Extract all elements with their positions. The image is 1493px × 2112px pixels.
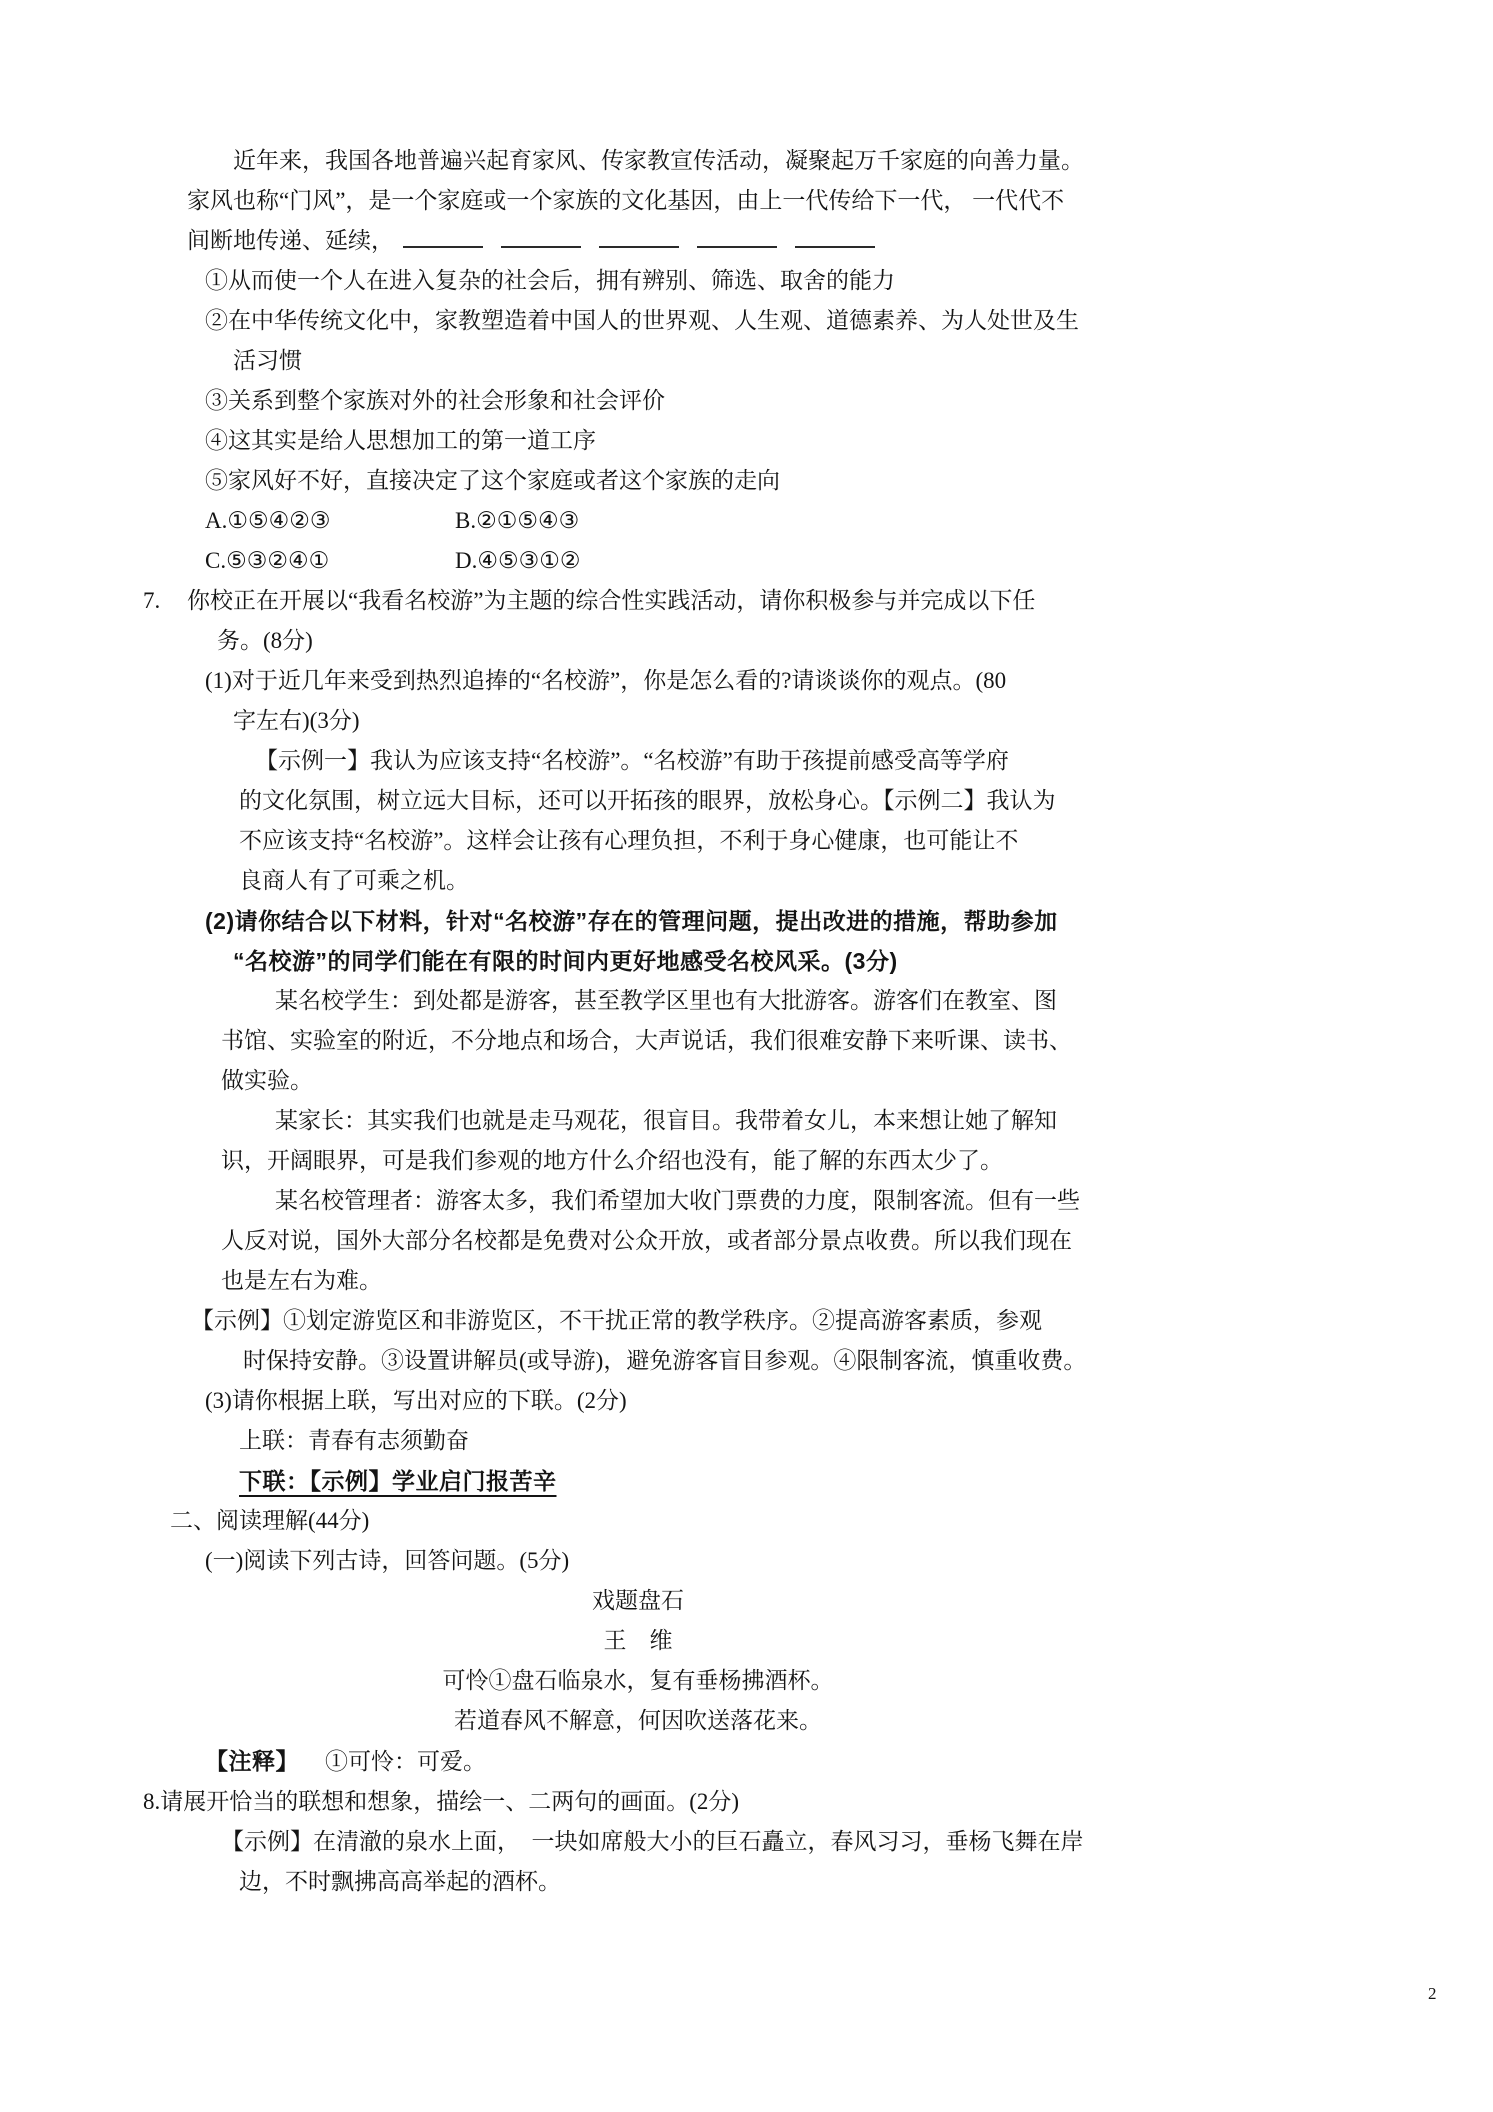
blank-line: [501, 228, 581, 248]
q7-part2-prompt-line1: (2)请你结合以下材料，针对“名校游”存在的管理问题，提出改进的措施，帮助参加: [205, 908, 1058, 934]
q7-part1-example-line1: 【示例一】我认为应该支持“名校游”。“名校游”有助于孩提前感受高等学府: [255, 748, 1009, 773]
q7-part2-example-line2: 时保持安静。③设置讲解员(或导游)，避免游客盲目参观。④限制客流，慎重收费。: [243, 1348, 1087, 1373]
q7-stem-line1: [143, 581, 1343, 621]
poem-line1: 可怜①盘石临泉水，复有垂杨拂酒杯。: [442, 1668, 834, 1693]
q7-part3-lower-answer: 【示例】学业启门报苦辛: [309, 1468, 557, 1494]
page-number: 2: [1428, 1984, 1437, 2003]
blank-line: [599, 228, 679, 248]
poem-note-text: ①可怜：可爱。: [325, 1749, 486, 1774]
q7-part1-example-line2: 的文化氛围，树立远大目标，还可以开拓孩的眼界，放松身心。【示例二】我认为: [239, 788, 1056, 813]
q7-part2-prompt-line2: “名校游”的同学们能在有限的时间内更好地感受名校风采。(3分): [233, 948, 898, 974]
q6-option-a: A.①⑤④②③: [205, 508, 331, 533]
q6-item-1: ①从而使一个人在进入复杂的社会后，拥有辨别、筛选、取舍的能力: [205, 268, 895, 293]
q7-stem-text: 你校正在开展以“我看名校游”为主题的综合性实践活动，请你积极参与并完成以下任: [187, 588, 1036, 613]
q6-intro-line3: [187, 221, 1343, 261]
q7-part1-example-line4: 良商人有了可乘之机。: [239, 868, 469, 893]
q6-options-row1: [205, 501, 1343, 541]
blank-line: [795, 228, 875, 248]
poem-title: 戏题盘石: [592, 1588, 684, 1613]
q7-material-manager-line2: 人反对说，国外大部分名校都是免费对公众开放，或者部分景点收费。所以我们现在: [221, 1228, 1072, 1253]
q6-intro-line1: 近年来，我国各地普遍兴起育家风、传家教宣传活动，凝聚起万千家庭的向善力量。: [233, 148, 1084, 173]
q7-material-parent-line1: 某家长：其实我们也就是走马观花，很盲目。我带着女儿，本来想让她了解知: [275, 1108, 1057, 1133]
q7-part1-example-line3: 不应该支持“名校游”。这样会让孩有心理负担，不利于身心健康，也可能让不: [239, 828, 1019, 853]
q6-item-4: ④这其实是给人思想加工的第一道工序: [205, 428, 596, 453]
q7-part2-example-line1: 【示例】①划定游览区和非游览区，不干扰正常的教学秩序。②提高游客素质，参观: [191, 1308, 1042, 1333]
q7-material-parent-line2: 识，开阔眼界，可是我们参观的地方什么介绍也没有，能了解的东西太少了。: [221, 1148, 1003, 1173]
poem-line2: 若道春风不解意，何因吹送落花来。: [454, 1708, 822, 1733]
q6-option-d: D.④⑤③①②: [455, 548, 581, 573]
q8-stem: 8.请展开恰当的联想和想象，描绘一、二两句的画面。(2分): [143, 1789, 740, 1814]
poem-block: [143, 1581, 1133, 1741]
q6-item-2-cont: 活习惯: [233, 348, 302, 373]
blank-line: [403, 228, 483, 248]
q6-option-b: B.②①⑤④③: [455, 508, 580, 533]
section2-heading: 二、阅读理解(44分): [170, 1508, 370, 1533]
q6-intro-line2: 家风也称“门风”，是一个家庭或一个家族的文化基因，由上一代传给下一代， 一代代不: [187, 188, 1065, 213]
q7-material-student-line1: 某名校学生：到处都是游客，甚至教学区里也有大批游客。游客们在教室、图: [275, 988, 1057, 1013]
q6-item-3: ③关系到整个家族对外的社会形象和社会评价: [205, 388, 665, 413]
poem-author: 王 维: [603, 1628, 673, 1653]
poem-note-label: 【注释】: [205, 1748, 299, 1774]
q6-option-c: C.⑤③②④①: [205, 548, 330, 573]
q7-part1-line1: (1)对于近几年来受到热烈追捧的“名校游”，你是怎么看的?请谈谈你的观点。(80: [205, 668, 1007, 693]
q7-material-student-line2: 书馆、实验室的附近，不分地点和场合，大声说话，我们很难安静下来听课、读书、: [221, 1028, 1072, 1053]
q7-part3-lower-couplet: [239, 1461, 1343, 1501]
q8-example-line1: 【示例】在清澈的泉水上面， 一块如席般大小的巨石矗立，春风习习，垂杨飞舞在岸: [221, 1829, 1084, 1854]
q7-part3-prompt: (3)请你根据上联，写出对应的下联。(2分): [205, 1388, 627, 1413]
blank-line: [697, 228, 777, 248]
q7-material-manager-line1: 某名校管理者：游客太多，我们希望加大收门票费的力度，限制客流。但有一些: [275, 1188, 1080, 1213]
q6-item-2: ②在中华传统文化中，家教塑造着中国人的世界观、人生观、道德素养、为人处世及生: [205, 308, 1079, 333]
q7-stem-line2: 务。(8分): [217, 628, 313, 653]
q6-intro-line3-text: 间断地传递、延续，: [187, 228, 394, 253]
q7-material-manager-line3: 也是左右为难。: [221, 1268, 382, 1293]
q6-options-row2: [205, 541, 1343, 581]
q7-part3-upper-couplet: 上联：青春有志须勤奋: [239, 1428, 469, 1453]
poem-note: [205, 1741, 1343, 1782]
q7-material-student-line3: 做实验。: [221, 1068, 313, 1093]
q8-example-line2: 边，不时飘拂高高举起的酒杯。: [239, 1869, 561, 1894]
q7-number: 7.: [143, 588, 161, 613]
q6-item-5: ⑤家风好不好，直接决定了这个家庭或者这个家族的走向: [205, 468, 780, 493]
section2-subheading: (一)阅读下列古诗，回答问题。(5分): [205, 1548, 570, 1573]
q7-part3-lower-label: 下联：: [239, 1468, 310, 1494]
q7-part1-line2: 字左右)(3分): [233, 708, 360, 733]
